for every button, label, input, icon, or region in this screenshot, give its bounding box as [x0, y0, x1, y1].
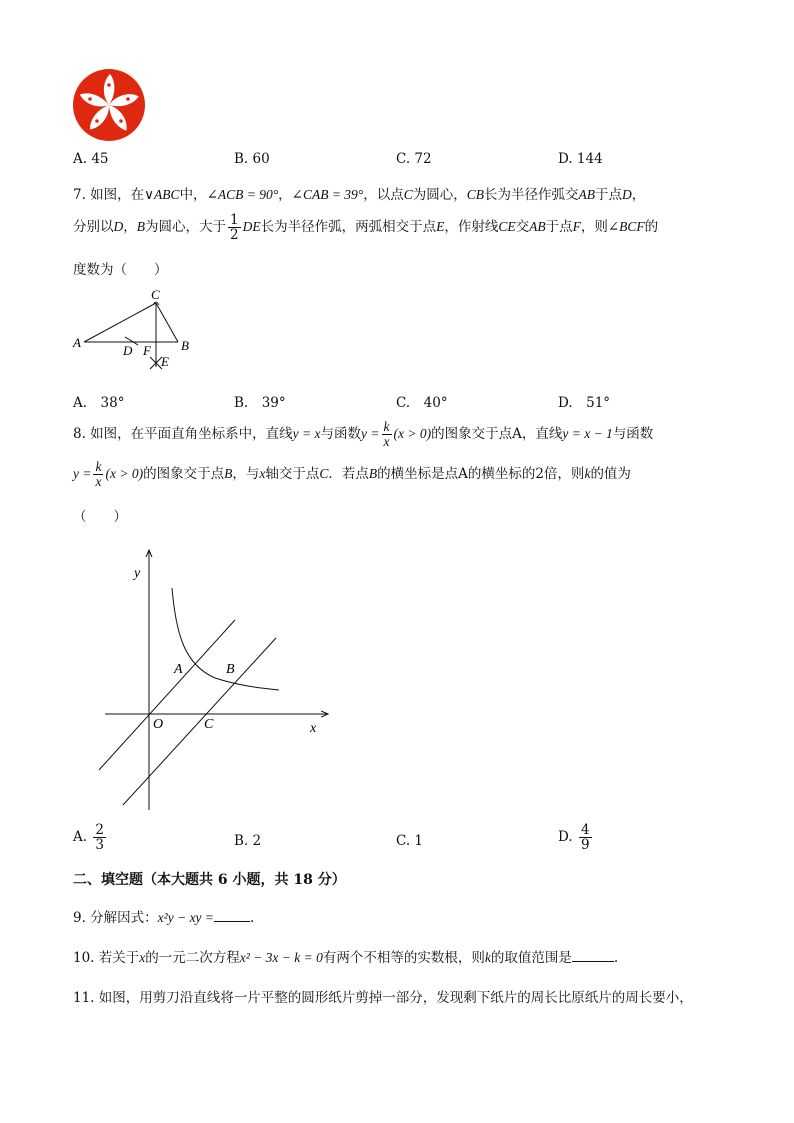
- fraction-denominator: 3: [95, 837, 104, 854]
- q7-text: ，: [123, 219, 137, 236]
- q8-point: C: [319, 466, 329, 482]
- q10-answer-blank[interactable]: [572, 949, 614, 962]
- fraction-numerator: k: [383, 419, 390, 434]
- q8-fraction: [382, 420, 392, 449]
- q8-text: ，与: [232, 466, 260, 483]
- q7-label-f: F: [143, 343, 151, 358]
- q7-segment: AB: [529, 219, 546, 235]
- q10-line: [73, 946, 618, 966]
- q8-text: y =: [361, 426, 380, 442]
- q8-variable: k: [584, 466, 591, 482]
- fraction-denominator: 2: [230, 227, 239, 244]
- q8-text: 的横坐标是点A的横坐标的2倍，则: [377, 466, 585, 483]
- q8-text: 轴交于点: [265, 466, 320, 483]
- q7-segment: CE: [498, 219, 516, 235]
- q7-text: 长为半径作弧交: [484, 187, 579, 203]
- q7-label-b: B: [181, 338, 189, 353]
- q8-axis: x: [259, 466, 266, 482]
- fraction-numerator: k: [95, 459, 102, 474]
- q7-text: 的: [644, 219, 659, 236]
- q10-text: .: [613, 950, 619, 966]
- q8-condition: (x > 0): [393, 426, 432, 442]
- q8-label-y: y: [134, 566, 141, 581]
- q8-option-label: D.: [558, 829, 573, 846]
- q8-coordinate-graph: [90, 545, 340, 815]
- q9-expression: x²y − xy =: [157, 910, 215, 925]
- q8-text: 与函数: [320, 426, 362, 443]
- q7-line-2: [73, 213, 658, 242]
- q8-condition: (x > 0): [105, 466, 144, 482]
- q8-text: ．若点: [328, 466, 369, 483]
- q8-text: 与函数: [612, 426, 654, 443]
- q7-option-c: C. 40°: [396, 395, 448, 411]
- q7-point: D: [113, 219, 124, 235]
- q8-text: 的图象交于点A，直线: [431, 426, 563, 443]
- q7-angle-bcf: ∠BCF: [607, 219, 645, 235]
- q8-point: B: [368, 466, 378, 482]
- q7-text: ，: [631, 187, 646, 203]
- q11-line: 11. 如图，用剪刀沿直线将一片平整的圆形纸片剪掉一部分，发现剩下纸片的周长比原纸片的周长要小，: [73, 990, 693, 1006]
- hong-kong-bauhinia-flag-icon: [72, 68, 146, 142]
- q6-option-d: D. 144: [558, 151, 603, 167]
- q7-triangle: ∨ABC: [144, 187, 180, 202]
- q8-text: 的值为: [590, 466, 631, 483]
- q8-option-b: B. 2: [234, 833, 262, 849]
- q6-option-a: A. 45: [73, 151, 109, 167]
- q7-point: C: [403, 187, 413, 202]
- q7-angle-acb: ∠ACB = 90°: [206, 187, 279, 202]
- q7-point: D: [622, 187, 632, 202]
- q8-label-c: C: [204, 717, 214, 732]
- q7-text: 中，: [179, 187, 207, 203]
- q10-text: 的一元二次方程: [145, 950, 240, 966]
- q7-text: ，: [278, 187, 292, 203]
- q8-option-d: [558, 823, 594, 852]
- q7-text: 为圆心，大于: [145, 219, 226, 236]
- q7-text: 交: [515, 219, 530, 236]
- q9-answer-blank[interactable]: [214, 909, 250, 922]
- q10-variable: k: [484, 950, 491, 965]
- fraction-numerator: 1: [230, 212, 239, 228]
- q7-text: 于点: [595, 187, 622, 203]
- section-heading: 二、填空题（本大题共 6 小题，共 18 分）: [73, 872, 346, 888]
- q7-text: 于点: [545, 219, 573, 236]
- q9-text: 9. 分解因式：: [73, 910, 158, 926]
- q8-line-3: （ ）: [73, 509, 127, 525]
- q8-line-equation-1: y = x: [292, 426, 321, 442]
- q8-line-1: [73, 420, 653, 449]
- fraction-denominator: x: [95, 474, 102, 490]
- q10-equation: x² − 3x − k = 0: [239, 950, 323, 965]
- q8-fraction: [93, 460, 103, 489]
- fraction-denominator: 9: [580, 837, 590, 854]
- q7-triangle-figure: [70, 285, 200, 375]
- q7-option-b: B. 39°: [234, 395, 286, 411]
- q7-text: 长为半径作弧，两弧相交于点: [260, 219, 437, 236]
- q7-fraction: [228, 213, 241, 242]
- q7-text: ，以点: [363, 187, 404, 203]
- q8-line-equation-2: y = x − 1: [562, 426, 613, 442]
- q8-label-a: A: [174, 662, 183, 677]
- q7-angle-cab: ∠CAB = 39°: [291, 187, 364, 202]
- fraction-numerator: 4: [580, 822, 590, 838]
- q7-line-1: [73, 183, 645, 203]
- q6-option-c: C. 72: [396, 151, 432, 167]
- q9-text: .: [250, 910, 255, 926]
- q7-text: 为圆心，: [412, 187, 467, 203]
- q7-segment: AB: [578, 187, 595, 202]
- q7-point: B: [136, 219, 145, 235]
- q10-text: 的取值范围是: [490, 950, 572, 966]
- fraction-numerator: 2: [95, 822, 104, 838]
- q7-label-c: C: [151, 287, 160, 302]
- q7-line-3: 度数为（ ）: [73, 262, 168, 278]
- q7-text: ，则: [580, 219, 608, 236]
- q8-option-a-fraction: [93, 823, 106, 852]
- q7-text: ，作射线: [444, 219, 499, 236]
- q7-label-a: A: [73, 335, 81, 350]
- q10-variable: x: [139, 950, 146, 965]
- q8-label-b: B: [226, 662, 235, 677]
- q7-segment: CB: [466, 187, 484, 202]
- q7-option-d: D. 51°: [558, 395, 611, 411]
- q8-option-label: A.: [73, 829, 88, 846]
- q8-line-2: [73, 460, 631, 489]
- q7-text: 7. 如图，在: [73, 187, 145, 203]
- fraction-denominator: x: [383, 434, 390, 450]
- q8-label-x: x: [310, 721, 317, 736]
- q7-text: 分别以: [73, 219, 114, 236]
- q8-label-o: O: [153, 717, 164, 732]
- q10-text: 10. 若关于: [73, 950, 140, 966]
- q8-text: y =: [73, 466, 92, 482]
- q8-option-d-fraction: [579, 823, 592, 852]
- q10-text: 有两个不相等的实数根，则: [322, 950, 485, 966]
- q8-point: B: [224, 466, 233, 482]
- q7-option-a: A. 38°: [73, 395, 125, 411]
- q7-point: F: [572, 219, 581, 235]
- q8-option-c: C. 1: [396, 833, 424, 849]
- q8-text: 的图象交于点: [143, 466, 225, 483]
- q9-line: [73, 906, 254, 926]
- q8-option-a: [73, 823, 108, 852]
- q7-segment: DE: [242, 219, 261, 235]
- q8-text: 8. 如图，在平面直角坐标系中，直线: [73, 426, 293, 443]
- q6-option-b: B. 60: [234, 151, 270, 167]
- q7-label-d: D: [123, 343, 133, 358]
- q7-label-e: E: [161, 354, 169, 369]
- q7-point: E: [436, 219, 445, 235]
